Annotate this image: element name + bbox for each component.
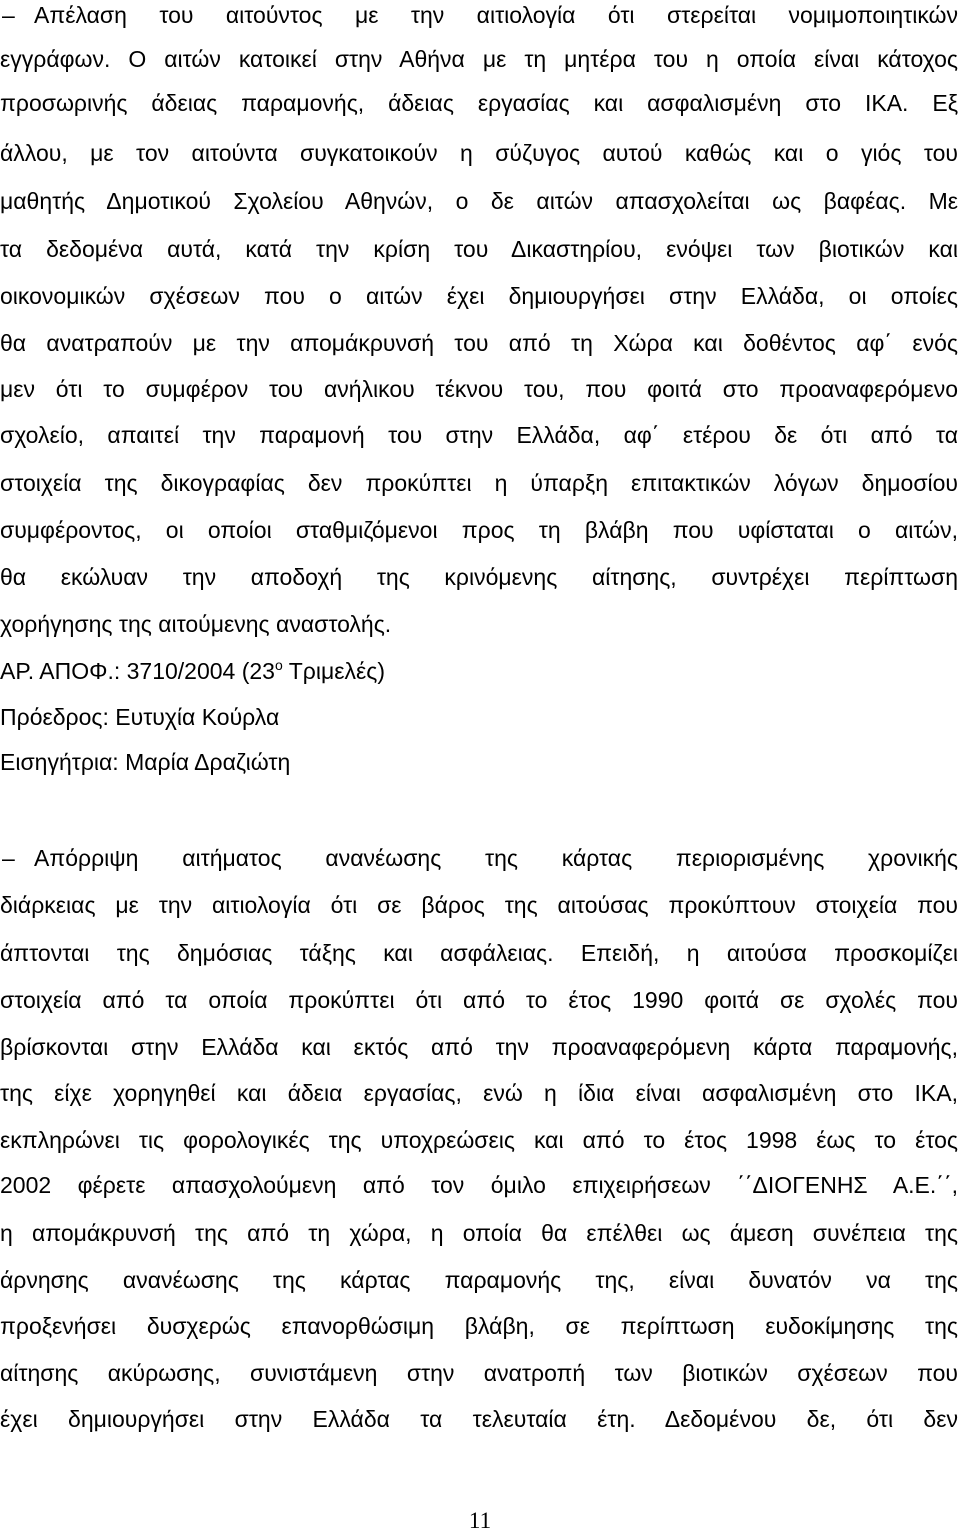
paragraph-2-text: Απόρριψη αιτήματος ανανέωσης της κάρτας περιορισμένης χρονικής: [34, 845, 958, 871]
paragraph-1-line: στοιχεία της δικογραφίας δεν προκύπτει η ύπαρξη επιτακτικών λόγων δημοσίου: [0, 470, 958, 496]
paragraph-2-line: άπτονται της δημόσιας τάξης και ασφάλειας. Επειδή, η αιτούσα προσκομίζει: [0, 940, 958, 966]
rapporteur-line: Εισηγήτρια: Μαρία Δραζιώτη: [0, 749, 291, 775]
paragraph-1-line: [0, 0, 958, 30]
paragraph-1-line: εγγράφων. Ο αιτών κατοικεί στην Αθήνα με τη μητέρα του η οποία είναι κάτοχος: [0, 46, 958, 72]
paragraph-1-line: θα ανατραπούν με την απομάκρυνσή του από τη Χώρα και δοθέντος αφ΄ ενός: [0, 330, 958, 356]
paragraph-2-line: στοιχεία από τα οποία προκύπτει ότι από το έτος 1990 φοιτά σε σχολές που: [0, 987, 958, 1013]
paragraph-1-line: θα εκώλυαν την αποδοχή της κρινόμενης αίτησης, συντρέχει περίπτωση: [0, 564, 958, 590]
decision-number-suffix: Τριμελές): [282, 658, 385, 684]
paragraph-1-line: οικονομικών σχέσεων που ο αιτών έχει δημιουργήσει στην Ελλάδα, οι οποίες: [0, 283, 958, 309]
paragraph-2-line: προξενήσει δυσχερώς επανορθώσιμη βλάβη, σε περίπτωση ευδοκίμησης της: [0, 1313, 958, 1339]
decision-number-prefix: ΑΡ. ΑΠΟΦ.: 3710/2004 (23: [0, 658, 275, 684]
paragraph-2-line: άρνησης ανανέωσης της κάρτας παραμονής της, είναι δυνατόν να της: [0, 1267, 958, 1293]
decision-number-superscript: ο: [274, 657, 283, 673]
paragraph-1-line: προσωρινής άδειας παραμονής, άδειας εργασίας και ασφαλισμένη στο ΙΚΑ. Εξ: [0, 90, 958, 116]
dash-bullet: –: [2, 845, 15, 871]
paragraph-2-line: [0, 843, 958, 873]
president-line: Πρόεδρος: Ευτυχία Κούρλα: [0, 704, 280, 730]
paragraph-1-text: Απέλαση του αιτούντος με την αιτιολογία ότι στερείται νομιμοποιητικών: [34, 2, 958, 28]
paragraph-2-line: διάρκειας με την αιτιολογία ότι σε βάρος της αιτούσας προκύπτουν στοιχεία που: [0, 892, 958, 918]
page-number: 11: [468, 1508, 492, 1533]
paragraph-1-line: τα δεδομένα αυτά, κατά την κρίση του Δικαστηρίου, ενόψει των βιοτικών και: [0, 236, 958, 262]
paragraph-2-line: βρίσκονται στην Ελλάδα και εκτός από την προαναφερόμενη κάρτα παραμονής,: [0, 1034, 958, 1060]
decision-number: [0, 656, 958, 686]
paragraph-1-line: μεν ότι το συμφέρον του ανήλικου τέκνου του, που φοιτά στο προαναφερόμενο: [0, 376, 958, 402]
paragraph-2-line: της είχε χορηγηθεί και άδεια εργασίας, ενώ η ίδια είναι ασφαλισμένη στο ΙΚΑ,: [0, 1080, 958, 1106]
paragraph-2-line: έχει δημιουργήσει στην Ελλάδα τα τελευταία έτη. Δεδομένου δε, ότι δεν: [0, 1406, 958, 1432]
paragraph-2-line: αίτησης ακύρωσης, συνιστάμενη στην ανατροπή των βιοτικών σχέσεων που: [0, 1360, 958, 1386]
dash-bullet: –: [2, 2, 15, 28]
paragraph-1-line: μαθητής Δημοτικού Σχολείου Αθηνών, ο δε αιτών απασχολείται ως βαφέας. Με: [0, 188, 958, 214]
paragraph-2-line: εκπληρώνει τις φορολογικές της υποχρεώσεις και από το έτος 1998 έως το έτος: [0, 1127, 958, 1153]
paragraph-2-line: η απομάκρυνσή της από τη χώρα, η οποία θα επέλθει ως άμεση συνέπεια της: [0, 1220, 958, 1246]
paragraph-1-line: συμφέροντος, οι οποίοι σταθμιζόμενοι προς τη βλάβη που υφίσταται ο αιτών,: [0, 517, 958, 543]
paragraph-1-line: χορήγησης της αιτούμενης αναστολής.: [0, 611, 392, 637]
paragraph-1-line: σχολείο, απαιτεί την παραμονή του στην Ελλάδα, αφ΄ ετέρου δε ότι από τα: [0, 422, 958, 448]
paragraph-2-line: 2002 φέρετε απασχολούμενη από τον όμιλο επιχειρήσεων ΄΄ΔΙΟΓΕΝΗΣ Α.Ε.΄΄,: [0, 1172, 958, 1198]
paragraph-1-line: άλλου, με τον αιτούντα συγκατοικούν η σύζυγος αυτού καθώς και ο γιός του: [0, 140, 958, 166]
